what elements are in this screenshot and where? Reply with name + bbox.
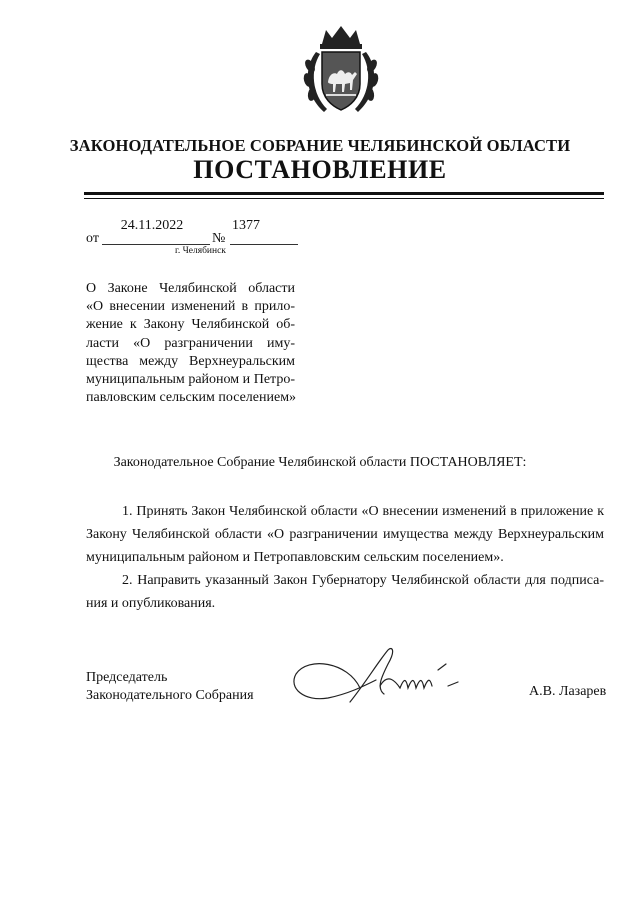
paragraph-line: муниципальным районом и Петропавловским сельским поселением». — [86, 550, 504, 565]
subject-line: павловским сельским поселением» — [86, 390, 297, 406]
subject-line: «О внесении изменений в прило- — [86, 299, 295, 315]
paragraph-line: 1. Принять Закон Челябинской области «О внесении изменений в приложение к — [122, 504, 604, 519]
organization-name: ЗАКОНОДАТЕЛЬНОЕ СОБРАНИЕ ЧЕЛЯБИНСКОЙ ОБЛАСТИ — [69, 136, 571, 155]
paragraph-2 — [86, 569, 604, 615]
subject-line: ласти «О разграничении иму- — [86, 335, 295, 351]
paragraph-line: Закону Челябинской области «О разграничении имущества между Верхнеуральским — [86, 527, 604, 542]
subject-line: О Законе Челябинской области — [86, 281, 295, 296]
number-label: № — [212, 231, 226, 246]
signature-icon — [288, 642, 468, 714]
header-rule-thin — [84, 198, 604, 199]
document-subject — [86, 280, 295, 407]
date-label: от — [86, 231, 99, 246]
signatory-title-line: Законодательного Собрания — [86, 688, 254, 703]
paragraph-line: 2. Направить указанный Закон Губернатору Челябинской области для подписа- — [122, 573, 604, 588]
subject-line: муниципальным районом и Петро- — [86, 372, 295, 388]
document-date: 24.11.2022 — [120, 218, 184, 233]
header-rule-thick — [84, 192, 604, 195]
paragraph-1 — [86, 500, 604, 569]
signatory-title — [86, 669, 254, 705]
preamble: Законодательное Собрание Челябинской области ПОСТАНОВЛЯЕТ: — [113, 455, 527, 470]
number-underline — [230, 244, 298, 245]
signatory-title-line: Председатель — [86, 670, 168, 685]
city: г. Челябинск — [175, 246, 226, 256]
signatory-name: А.В. Лазарев — [529, 684, 607, 699]
subject-line: жение к Закону Челябинской об- — [86, 317, 295, 333]
paragraph-line: ния и опубликования. — [86, 596, 216, 611]
subject-line: щества между Верхнеуральским — [86, 353, 295, 369]
document-number: 1377 — [232, 218, 260, 233]
coat-of-arms-icon — [296, 22, 386, 122]
document-type: ПОСТАНОВЛЕНИЕ — [193, 155, 447, 184]
date-underline — [102, 244, 210, 245]
